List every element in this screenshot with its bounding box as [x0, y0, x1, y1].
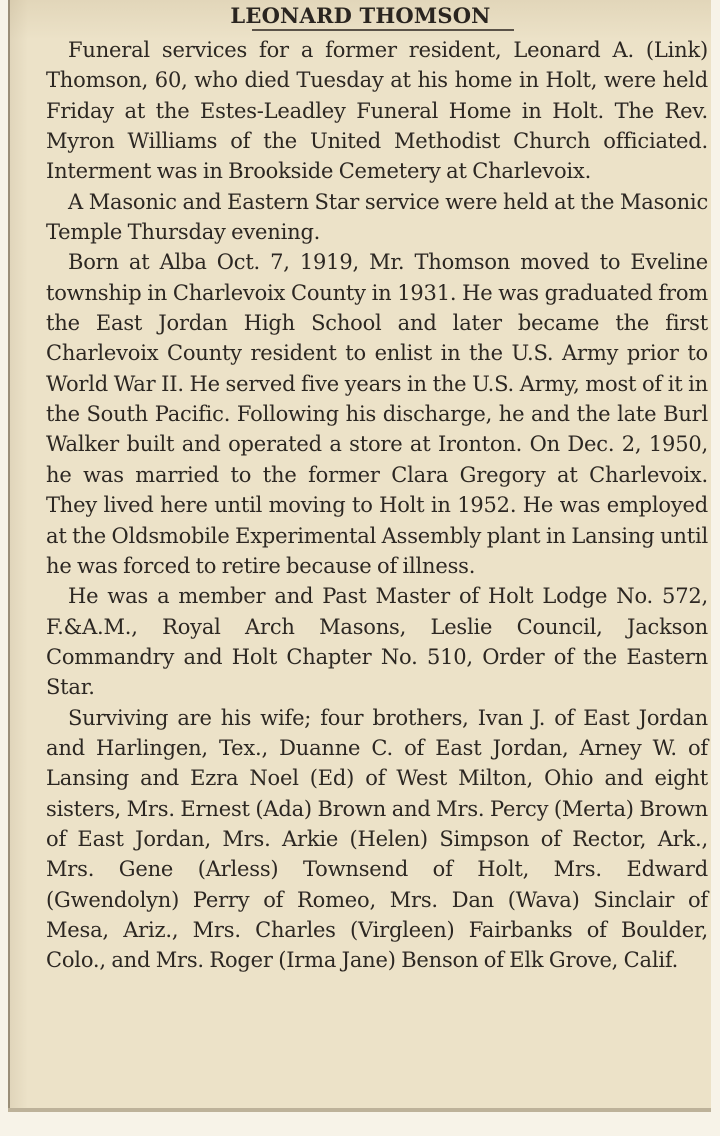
article-body	[46, 35, 708, 976]
headline: LEONARD THOMSON	[230, 3, 491, 28]
clipping-bottom-edge	[8, 1108, 711, 1112]
paragraph-survivors: Surviving are his wife; four brothers, Ivan J. of East Jordan and Harlingen, Tex., Duanne C. of East Jordan, Arney W. of Lansing and Ezra Noel (Ed) of West Milton, Ohio and eight sisters, Mrs. Ernest (Ada) Brown and Mrs. Percy (Merta) Brown of East Jordan, Mrs. Arkie (Helen) Simpson of Rector, Ark., Mrs. Gene (Arless) Townsend of Holt, Mrs. Edward (Gwendolyn) Perry of Romeo, Mrs. Dan (Wava) Sinclair of Mesa, Ariz., Mrs. Charles (Virgleen) Fairbanks of Boulder, Colo., and Mrs. Roger (Irma Jane) Benson of Elk Grove, Calif.	[46, 705, 708, 973]
paragraph-funeral-services: Funeral services for a former resident, Leonard A. (Link) Thomson, 60, who died Tuesday at his home in Holt, were held Friday at the Estes-Leadley Funeral Home in Holt. The Rev. Myron Williams of the United Methodist Church officiated. Interment was in Brookside Cemetery at Charlevoix.	[46, 38, 708, 184]
headline-rule	[252, 29, 514, 31]
paragraph-masonic-service: A Masonic and Eastern Star service were held at the Masonic Temple Thursday evening.	[46, 189, 708, 245]
newspaper-clipping	[8, 0, 711, 1112]
paragraph-biography: Born at Alba Oct. 7, 1919, Mr. Thomson moved to Eveline township in Charlevoix County in 1931. He was graduated from the East Jordan High School and later became the first Charlevoix County resident to enlist in the U.S. Army prior to World War II. He served five years in the U.S. Army, most of it in the South Pacific. Following his discharge, he and the late Burl Walker built and operated a store at Ironton. On Dec. 2, 1950, he was married to the former Clara Gregory at Charlevoix. They lived here until moving to Holt in 1952. He was employed at the Oldsmobile Experimental Assembly plant in Lansing until he was forced to retire because of illness.	[46, 250, 708, 578]
paragraph-memberships: He was a member and Past Master of Holt Lodge No. 572, F.&A.M., Royal Arch Masons, Leslie Council, Jackson Commandry and Holt Chapter No. 510, Order of the Eastern Star.	[46, 584, 708, 700]
